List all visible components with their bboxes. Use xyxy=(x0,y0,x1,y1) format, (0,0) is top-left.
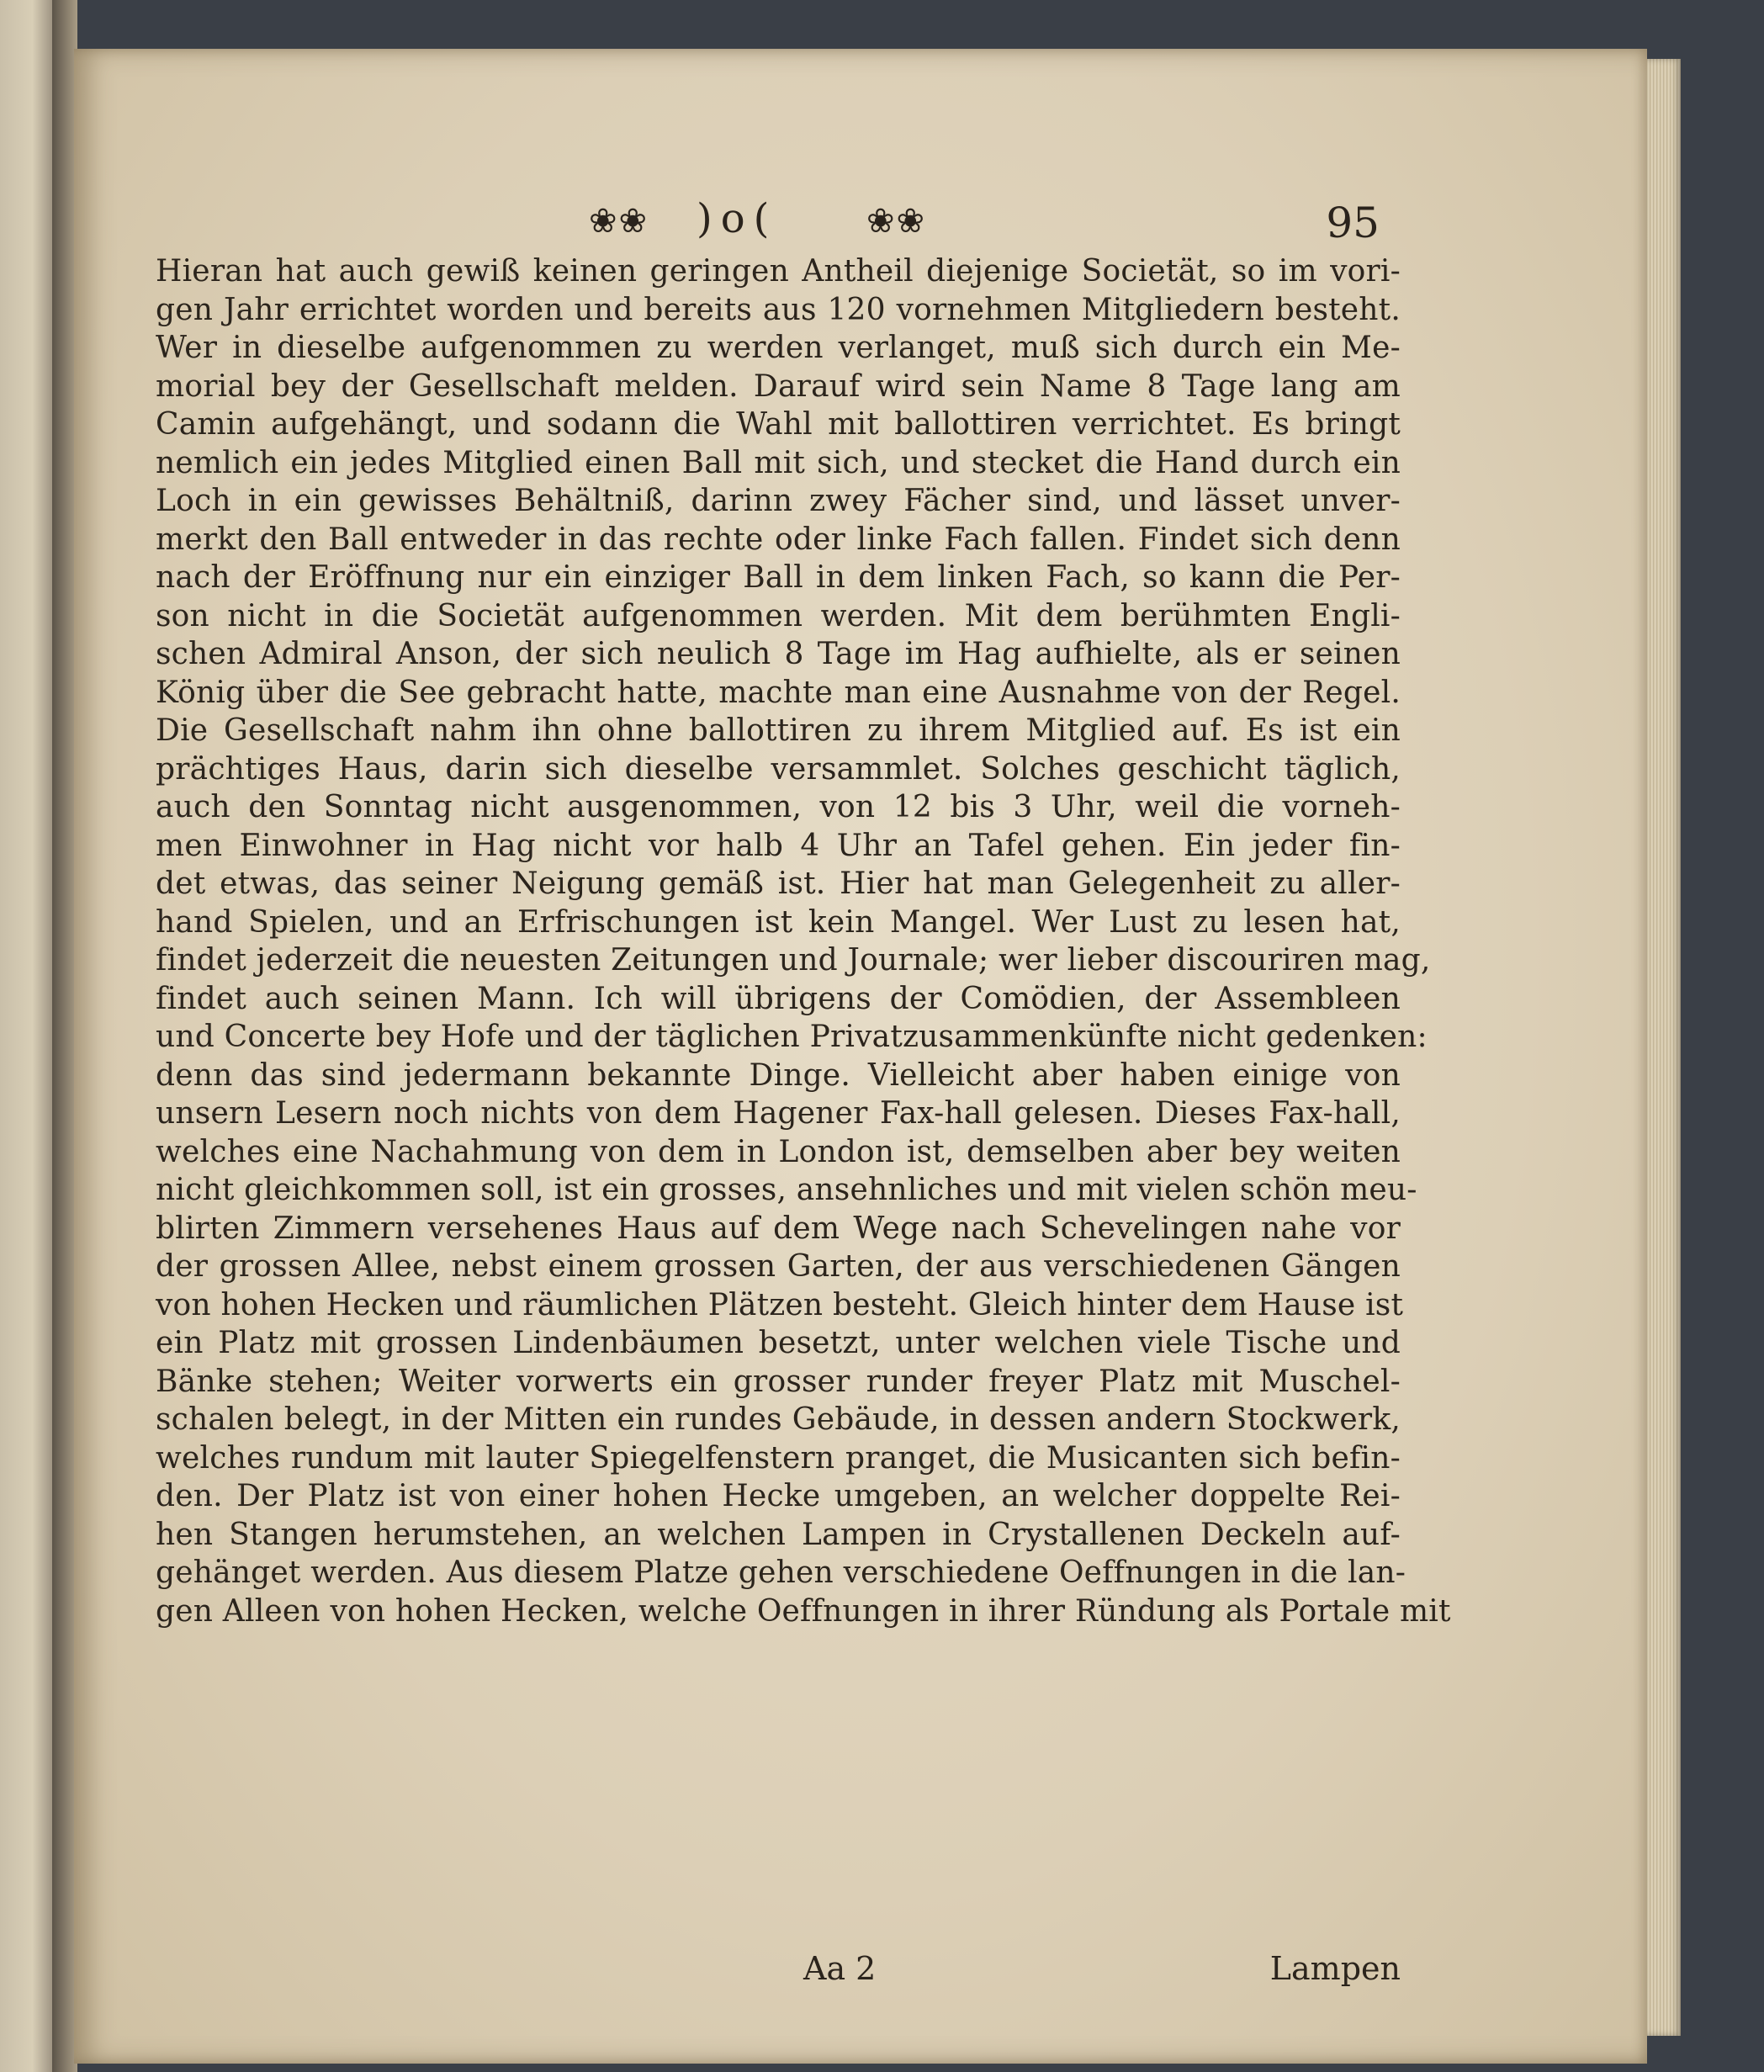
text-line: findet jederzeit die neuesten Zeitungen und Journale; wer lieber discouriren mag, xyxy=(156,943,1431,978)
text-line: blirten Zimmern versehenes Haus auf dem Wege nach Schevelingen nahe vor xyxy=(156,1211,1401,1246)
page-number: 95 xyxy=(1326,199,1380,247)
catchword: Lampen xyxy=(1269,1950,1401,1987)
left-page-edge xyxy=(0,0,59,2072)
text-line: Loch in ein gewisses Behältniß, darinn zwey Fächer sind, und lässet unver- xyxy=(156,484,1401,518)
text-line: prächtiges Haus, darin sich dieselbe versammlet. Solches geschicht täglich, xyxy=(156,751,1401,787)
text-line: gen Jahr errichtet worden und bereits aus 120 vornehmen Mitgliedern besteht. xyxy=(156,292,1401,327)
text-line: gehänget werden. Aus diesem Platze gehen verschiedene Oeffnungen in die lan- xyxy=(156,1555,1406,1590)
text-line: nach der Eröffnung nur ein einziger Ball in dem linken Fach, so kann die Per- xyxy=(156,560,1401,595)
text-line: hen Stangen herumstehen, an welchen Lampen in Crystallenen Deckeln auf- xyxy=(156,1517,1401,1552)
text-line: hand Spielen, und an Erfrischungen ist kein Mangel. Wer Lust zu lesen hat, xyxy=(156,904,1401,940)
text-line: unsern Lesern noch nichts von dem Hagener Fax-hall gelesen. Dieses Fax-hall, xyxy=(156,1096,1401,1131)
text-line: morial bey der Gesellschaft melden. Darauf wird sein Name 8 Tage lang am xyxy=(156,368,1401,404)
text-line: nicht gleichkommen soll, ist ein grosses, ansehnliches und mit vielen schön meu- xyxy=(156,1173,1417,1207)
text-line: und Concerte bey Hofe und der täglichen Privatzusammenkünfte nicht gedenken: xyxy=(156,1020,1428,1054)
page-fore-edge xyxy=(1647,59,1681,2036)
text-line: schen Admiral Anson, der sich neulich 8 Tage im Hag aufhielte, als er seinen xyxy=(156,637,1401,671)
text-line: Bänke stehen; Weiter vorwerts ein grosser runder freyer Platz mit Muschel- xyxy=(156,1364,1401,1399)
running-header xyxy=(589,195,1380,254)
text-line: det etwas, das seiner Neigung gemäß ist. Hier hat man Gelegenheit zu aller- xyxy=(156,866,1401,901)
text-line: von hohen Hecken und räumlichen Plätzen besteht. Gleich hinter dem Hause ist xyxy=(156,1287,1404,1322)
text-line: schalen belegt, in der Mitten ein rundes Gebäude, in dessen andern Stockwerk, xyxy=(156,1402,1401,1437)
text-line: findet auch seinen Mann. Ich will übrigens der Comödien, der Assembleen xyxy=(156,981,1401,1016)
text-line: Camin aufgehängt, und sodann die Wahl mit ballottiren verrichtet. Es bringt xyxy=(156,407,1401,442)
page-footer xyxy=(156,1950,1401,2000)
text-line: denn das sind jedermann bekannte Dinge. Vielleicht aber haben einige von xyxy=(156,1057,1401,1093)
text-line: Wer in dieselbe aufgenommen zu werden verlanget, muß sich durch ein Me- xyxy=(156,331,1401,365)
text-line: welches eine Nachahmung von dem in London ist, demselben aber bey weiten xyxy=(156,1134,1401,1169)
body-text xyxy=(156,252,1451,1630)
text-line: merkt den Ball entweder in das rechte oder linke Fach fallen. Findet sich denn xyxy=(156,522,1401,557)
ornament-right-icon: ❀❀ xyxy=(866,202,927,241)
text-line: men Einwohner in Hag nicht vor halb 4 Uhr an Tafel gehen. Ein jeder fin- xyxy=(156,828,1401,863)
signature-mark: Aa 2 xyxy=(803,1950,877,1987)
text-line: ein Platz mit grossen Lindenbäumen besetzt, unter welchen viele Tische und xyxy=(156,1326,1401,1360)
ornament-left-icon: ❀❀ xyxy=(589,202,649,241)
text-line: nemlich ein jedes Mitglied einen Ball mit sich, und stecket die Hand durch ein xyxy=(156,445,1401,480)
text-line: der grossen Allee, nebst einem grossen Garten, der aus verschiedenen Gängen xyxy=(156,1249,1401,1284)
text-line: welches rundum mit lauter Spiegelfenstern pranget, die Musicanten sich befin- xyxy=(156,1440,1401,1476)
text-line: den. Der Platz ist von einer hohen Hecke umgeben, an welcher doppelte Rei- xyxy=(156,1479,1401,1513)
text-line: König über die See gebracht hatte, machte man eine Ausnahme von der Regel. xyxy=(156,675,1401,710)
text-line: son nicht in die Societät aufgenommen werden. Mit dem berühmten Engli- xyxy=(156,598,1401,633)
text-line: auch den Sonntag nicht ausgenommen, von 12 bis 3 Uhr, weil die vorneh- xyxy=(156,790,1401,824)
text-line: gen Alleen von hohen Hecken, welche Oeffnungen in ihrer Ründung als Portale mit xyxy=(156,1593,1451,1629)
text-line: Die Gesellschaft nahm ihn ohne ballottiren zu ihrem Mitglied auf. Es ist ein xyxy=(156,713,1401,748)
running-mark: )o( xyxy=(697,195,778,242)
text-line: Hieran hat auch gewiß keinen geringen Antheil diejenige Societät, so im vori- xyxy=(156,254,1401,289)
